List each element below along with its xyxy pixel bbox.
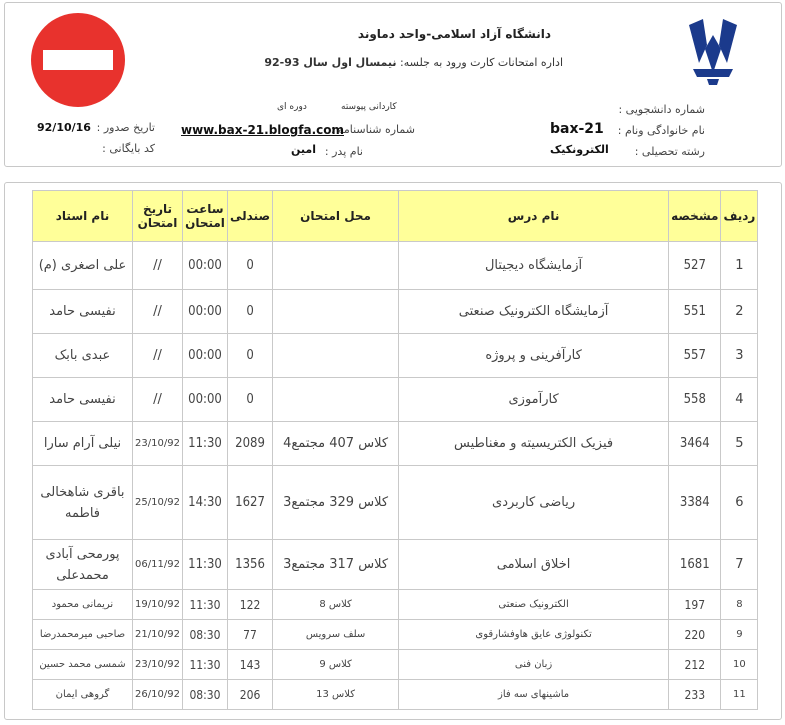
course-id: 233 [669,680,721,710]
course-name: زبان فنی [399,650,669,680]
semester-label: نیمسال اول سال 93-92 [264,56,397,69]
course-name: آزمایشگاه الکترونیک صنعتی [399,290,669,334]
exam-time: 14:30 [183,466,228,540]
exam-time: 11:30 [183,422,228,466]
no-entry-icon [31,13,125,107]
major-label: رشته تحصیلی : [634,145,705,158]
exam-time: 00:00 [183,378,228,422]
row-number: 7 [721,540,758,590]
col-teacher: نام استاد [33,191,133,242]
exam-time: 00:00 [183,334,228,378]
row-number: 6 [721,466,758,540]
seat-number: 206 [228,680,273,710]
course-id: 197 [669,590,721,620]
exam-location: کلاس 329 مجتمع3 [273,466,399,540]
seat-number: 0 [228,242,273,290]
exam-location: سلف سرویس [273,620,399,650]
seat-number: 77 [228,620,273,650]
table-row [33,334,758,378]
degree-course-label: دوره ای [277,102,307,112]
course-id: 557 [669,334,721,378]
major-value: الکترونکیک [550,143,609,156]
archive-code-label: کد بایگانی : [102,142,155,155]
table-row [33,620,758,650]
course-id: 3464 [669,422,721,466]
course-name: الکترونیک صنعتی [399,590,669,620]
col-time: ساعت امتحان [183,191,228,242]
course-name: کارآموزی [399,378,669,422]
exam-time: 08:30 [183,620,228,650]
exam-schedule-table [32,190,758,710]
seat-number: 0 [228,290,273,334]
father-name-label: نام پدر : [324,145,363,158]
course-name: ریاضی کاربردی [399,466,669,540]
issue-date-value: 92/10/16 [37,121,91,134]
row-number: 10 [721,650,758,680]
exam-card-title [264,56,563,69]
teacher-name: پورمحی آبادی محمدعلی [33,540,133,590]
exam-date: // [133,290,183,334]
exam-date: 06/11/92 [133,540,183,590]
teacher-name: شمسی محمد حسین [33,650,133,680]
id-number-value: www.bax-21.blogfa.com [181,123,344,137]
exam-time: 11:30 [183,540,228,590]
exam-time: 11:30 [183,590,228,620]
course-name: ماشینهای سه فاز [399,680,669,710]
table-row [33,680,758,710]
teacher-name: گروهی ایمان [33,680,133,710]
course-id: 527 [669,242,721,290]
seat-number: 2089 [228,422,273,466]
course-id: 1681 [669,540,721,590]
id-number-label: شماره شناسنامه : [330,123,415,136]
exam-date: // [133,334,183,378]
teacher-name: عبدی بابک [33,334,133,378]
course-name: تکنولوژی عایق هاوفشارقوی [399,620,669,650]
table-row [33,422,758,466]
exam-date: 19/10/92 [133,590,183,620]
issue-date-label: تاریخ صدور : [96,121,155,134]
row-number: 3 [721,334,758,378]
exam-time: 00:00 [183,242,228,290]
exam-time: 11:30 [183,650,228,680]
seat-number: 0 [228,378,273,422]
exam-location: کلاس 8 [273,590,399,620]
course-name: اخلاق اسلامی [399,540,669,590]
father-name-value: امین [291,143,316,156]
row-number: 9 [721,620,758,650]
teacher-name: نریمانی محمود [33,590,133,620]
degree-value: کاردانی پیوسته [341,102,397,112]
exam-time: 00:00 [183,290,228,334]
name-label: نام خانوادگی ونام : [617,124,705,137]
exam-date: 26/10/92 [133,680,183,710]
table-row [33,290,758,334]
teacher-name: علی اصغری (م) [33,242,133,290]
col-id: مشخصه [669,191,721,242]
exam-date: 21/10/92 [133,620,183,650]
col-date: تاریخ امتحان [133,191,183,242]
teacher-name: صاحبی میرمحمدرضا [33,620,133,650]
exam-date: 23/10/92 [133,650,183,680]
course-id: 212 [669,650,721,680]
seat-number: 1627 [228,466,273,540]
exam-office-label: اداره امتحانات کارت ورود به جلسه: [400,56,563,69]
exam-date: 23/10/92 [133,422,183,466]
col-course: نام درس [399,191,669,242]
university-name: دانشگاه آزاد اسلامی-واحد دماوند [357,27,551,41]
exam-location: کلاس 13 [273,680,399,710]
student-name-value: bax-21 [550,121,604,137]
table-row [33,242,758,290]
seat-number: 1356 [228,540,273,590]
table-row [33,590,758,620]
col-location: محل امتحان [273,191,399,242]
course-id: 558 [669,378,721,422]
table-row [33,378,758,422]
seat-number: 122 [228,590,273,620]
row-number: 5 [721,422,758,466]
exam-location: کلاس 407 مجتمع4 [273,422,399,466]
course-name: آزمایشگاه دیجیتال [399,242,669,290]
seat-number: 143 [228,650,273,680]
exam-location [273,290,399,334]
exam-location [273,242,399,290]
university-logo [685,15,741,87]
table-row [33,466,758,540]
exam-date: 25/10/92 [133,466,183,540]
course-id: 220 [669,620,721,650]
course-id: 551 [669,290,721,334]
row-number: 4 [721,378,758,422]
col-row: ردیف [721,191,758,242]
exam-card-header [4,2,782,167]
table-header-row [33,191,758,242]
table-row [33,650,758,680]
course-name: کارآفرینی و پروژه [399,334,669,378]
row-number: 11 [721,680,758,710]
exam-date: // [133,378,183,422]
exam-time: 08:30 [183,680,228,710]
exam-date: // [133,242,183,290]
teacher-name: نفیسی حامد [33,378,133,422]
col-seat: صندلی [228,191,273,242]
exam-location [273,378,399,422]
table-row [33,540,758,590]
teacher-name: نفیسی حامد [33,290,133,334]
course-id: 3384 [669,466,721,540]
student-id-label: شماره دانشجویی : [618,103,705,116]
exam-location: کلاس 9 [273,650,399,680]
row-number: 2 [721,290,758,334]
teacher-name: نیلی آرام سارا [33,422,133,466]
seat-number: 0 [228,334,273,378]
teacher-name: باقری شاهخالی فاطمه [33,466,133,540]
row-number: 1 [721,242,758,290]
row-number: 8 [721,590,758,620]
exam-location: کلاس 317 مجتمع3 [273,540,399,590]
course-name: فیزیک الکتریسیته و مغناطیس [399,422,669,466]
exam-location [273,334,399,378]
